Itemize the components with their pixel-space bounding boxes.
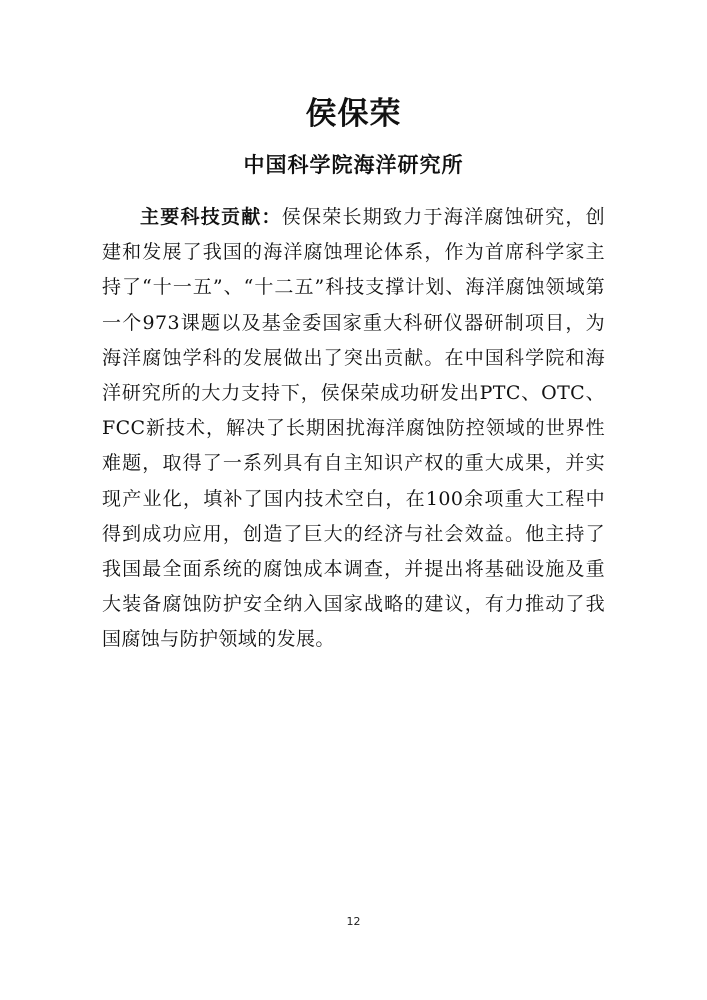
- contribution-text: 侯保荣长期致力于海洋腐蚀研究，创建和发展了我国的海洋腐蚀理论体系，作为首席科学家主持了“十一五”、“十二五”科技支撑计划、海洋腐蚀领域第一个973课题以及基金委国家重大科研仪器研制项目，为海洋腐蚀学科的发展做出了突出贡献。在中国科学院和海洋研究所的大力支持下，侯保荣成功研发出PTC、OTC、FCC新技术，解决了长期困扰海洋腐蚀防控领域的世界性难题，取得了一系列具有自主知识产权的重大成果，并实现产业化，填补了国内技术空白，在100余项重大工程中得到成功应用，创造了巨大的经济与社会效益。他主持了我国最全面系统的腐蚀成本调查，并提出将基础设施及重大装备腐蚀防护安全纳入国家战略的建议，有力推动了我国腐蚀与防护领域的发展。: [102, 206, 605, 651]
- institution-subtitle: 中国科学院海洋研究所: [243, 153, 464, 177]
- contribution-label: 主要科技贡献：: [140, 206, 282, 228]
- person-name-title: 侯保荣: [305, 96, 402, 132]
- contribution-paragraph: [102, 200, 605, 658]
- page-number: 12: [346, 915, 361, 928]
